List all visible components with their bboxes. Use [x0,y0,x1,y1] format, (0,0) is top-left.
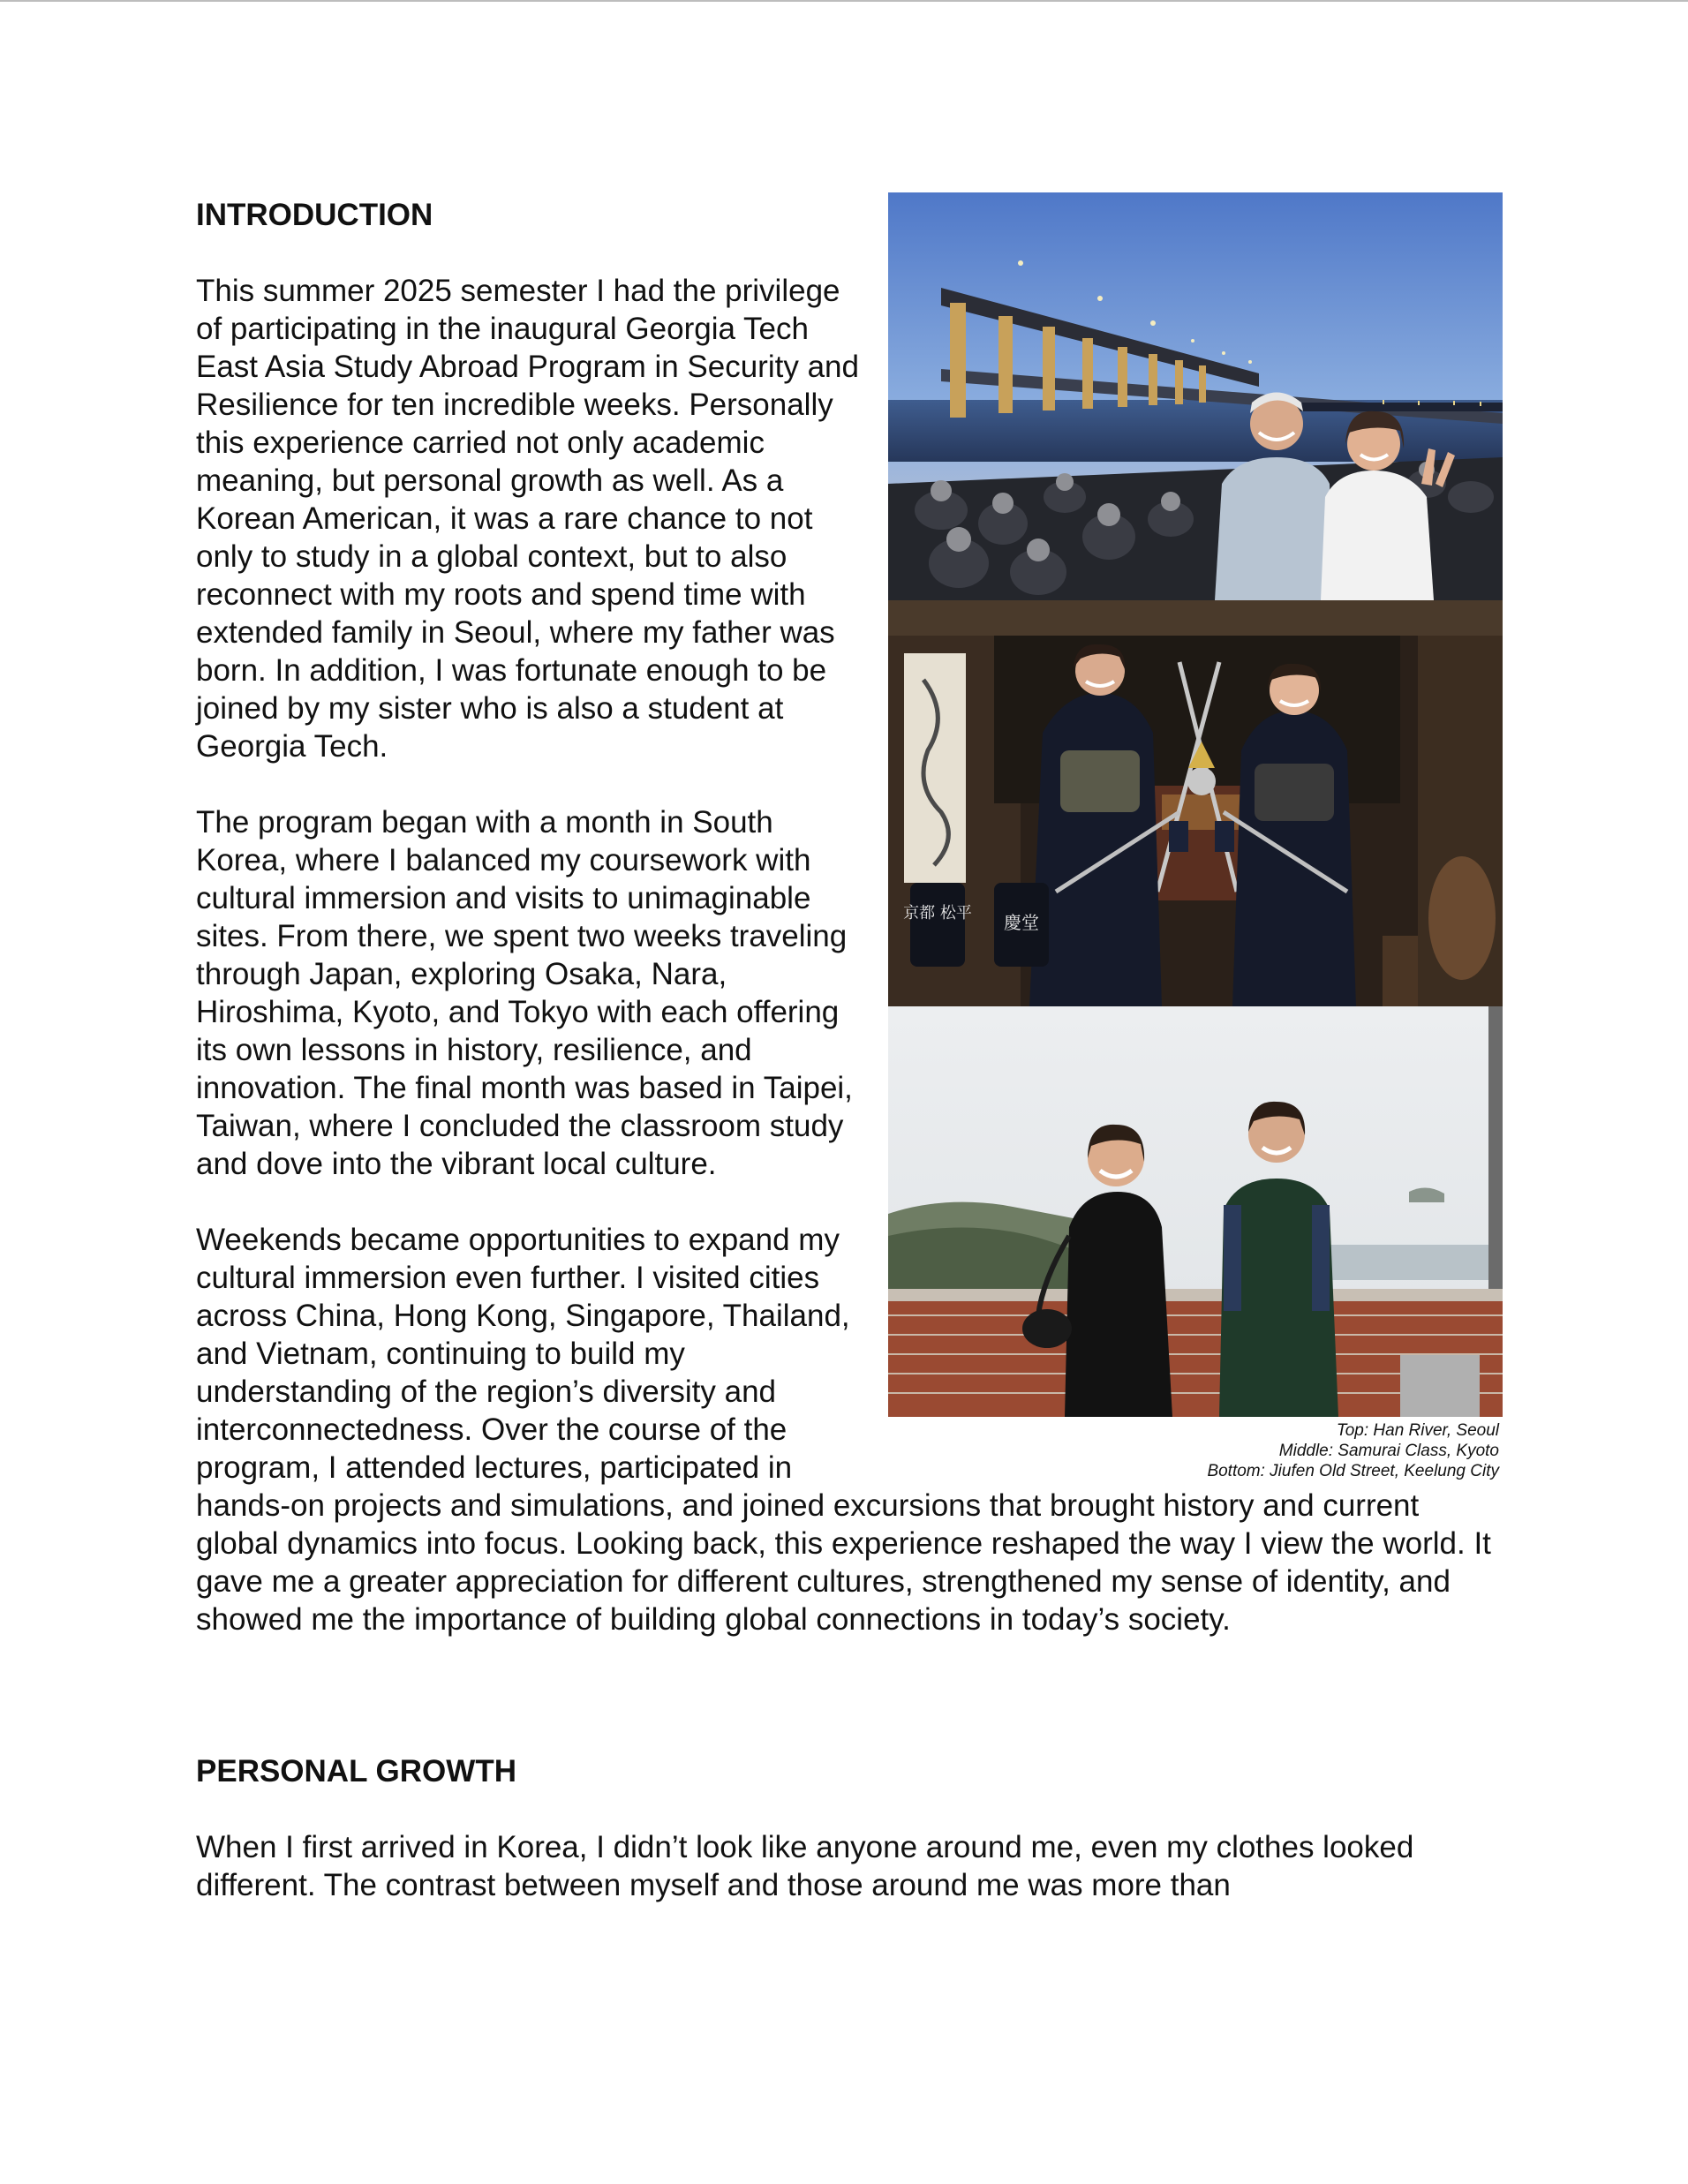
photo-han-river [888,192,1503,600]
photo-jiufen [888,1006,1503,1417]
intro-heading: INTRODUCTION [196,198,433,232]
document-page [196,196,1503,1904]
caption-top: Top: Han River, Seoul [1336,1421,1499,1440]
photo-caption [888,1420,1503,1481]
banner-left-text: 京都 松平 [903,904,972,923]
page-top-border [0,0,1688,2]
caption-middle: Middle: Samurai Class, Kyoto [1278,1442,1499,1460]
photo-samurai-class [888,600,1503,1006]
intro-paragraph-3: Weekends became opportunities to expand my cultural immersion even further. I visited cities across China, Hong Kong, Singapore, Thailand, and Vietnam, continuing to build my understanding of the region’s diversity and interconnectedness. Over the course of the program, I attended lectures, participated in hands-on projects and simulations, and joined excursions that brought history and current global dynamics into focus. Looking back, this experience reshaped the way I view the world. It gave me a greater appreciation for different cultures, strengthened my sense of identity, and showed me the importance of building global connections in today’s society. [196,1223,1491,1637]
banner-right-text: 慶堂 [1004,912,1039,933]
caption-bottom: Bottom: Jiufen Old Street, Keelung City [1207,1462,1499,1480]
intro-paragraph-2: The program began with a month in South Korea, where I balanced my coursework with cultural immersion and visits to unimaginable sites. From there, we spent two weeks traveling through Japan, exploring Osaka, Nara, Hiroshima, Kyoto, and Tokyo with each offering its own lessons in history, resilience, and innovation. The final month was based in Taipei, Taiwan, where I concluded the classroom study and dove into the vibrant local culture. [196,805,853,1181]
intro-paragraph-1: This summer 2025 semester I had the privilege of participating in the inaugural Georgia Tech East Asia Study Abroad Program in Security and Resilience for ten incredible weeks. Personally this experience carried not only academic meaning, but personal growth as well. As a Korean American, it was a rare chance to not only to study in a global context, but to also reconnect with my roots and spend time with extended family in Seoul, where my father was born. In addition, I was fortunate enough to be joined by my sister who is also a student at Georgia Tech. [196,274,859,764]
photo-collage [888,192,1503,1481]
growth-heading: PERSONAL GROWTH [196,1754,516,1789]
growth-paragraph-1: When I first arrived in Korea, I didn’t look like anyone around me, even my clothes looked different. The contrast between myself and those around me was more than [196,1830,1414,1902]
